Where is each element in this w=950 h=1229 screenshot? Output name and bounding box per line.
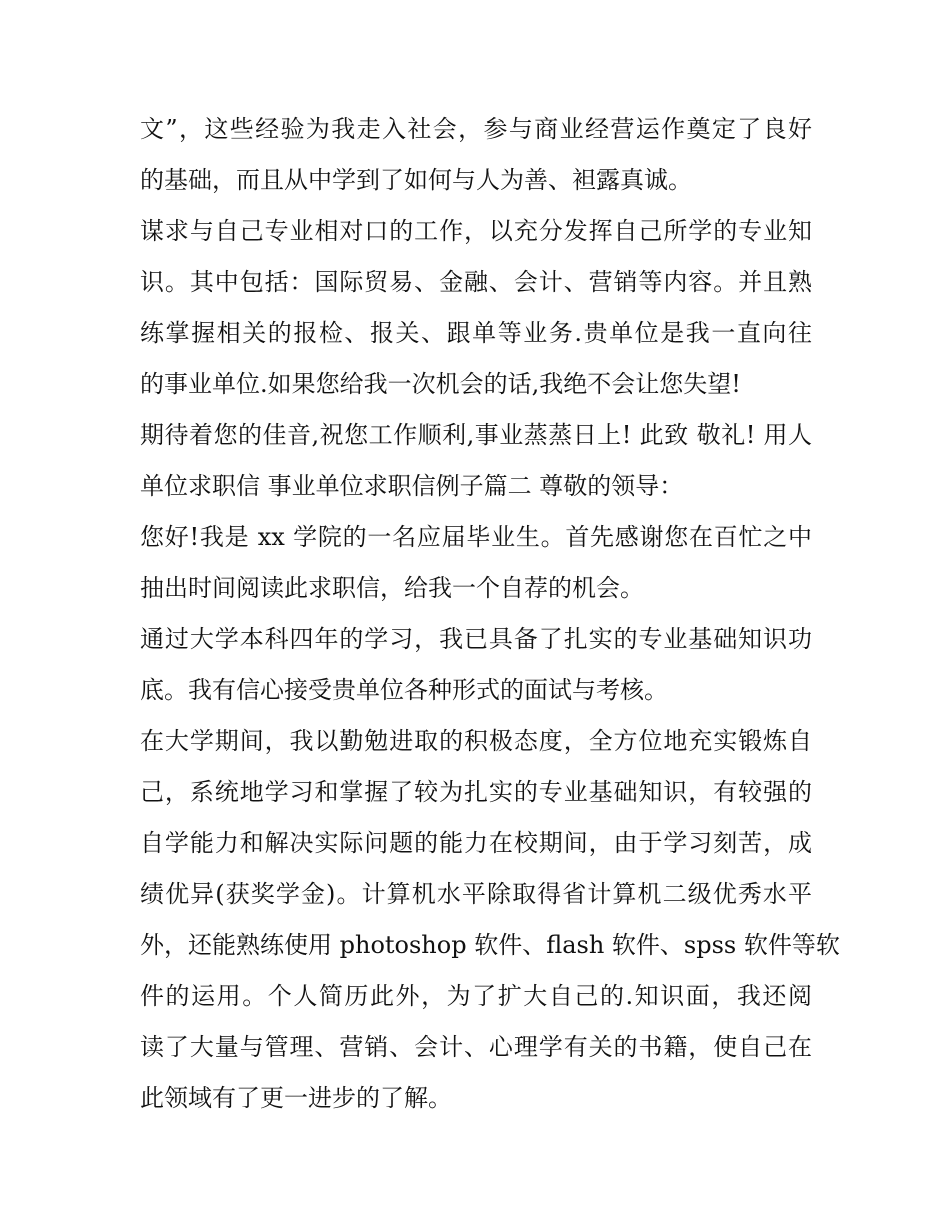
text-line: 期待着您的佳音,祝您工作顺利,事业蒸蒸日上! 此致 敬礼! 用人 — [140, 421, 812, 449]
text-line: 识。其中包括：国际贸易、金融、会计、营销等内容。并且熟 — [140, 268, 812, 296]
text-line: 在大学期间，我以勤勉进取的积极态度，全方位地充实锻炼自 — [140, 727, 812, 755]
text-line: 的基础，而且从中学到了如何与人为善、袒露真诚。 — [140, 166, 692, 194]
text-line: 己，系统地学习和掌握了较为扎实的专业基础知识，有较强的 — [140, 778, 812, 806]
text-line: 文”，这些经验为我走入社会，参与商业经营运作奠定了良好 — [140, 115, 812, 143]
text-line: 此领域有了更一进步的了解。 — [140, 1084, 452, 1112]
text-line: 单位求职信 事业单位求职信例子篇二 尊敬的领导： — [140, 472, 684, 500]
text-line: 练掌握相关的报检、报关、跟单等业务.贵单位是我一直向往 — [140, 319, 812, 347]
text-line: 外，还能熟练使用 photoshop 软件、flash 软件、spss 软件等软 — [140, 931, 840, 959]
text-line: 底。我有信心接受贵单位各种形式的面试与考核。 — [140, 676, 668, 704]
text-line: 的事业单位.如果您给我一次机会的话,我绝不会让您失望! — [140, 370, 741, 398]
text-line: 件的运用。个人简历此外，为了扩大自己的.知识面，我还阅 — [140, 982, 812, 1010]
text-line: 读了大量与管理、营销、会计、心理学有关的书籍，使自己在 — [140, 1033, 812, 1061]
text-line: 自学能力和解决实际问题的能力在校期间，由于学习刻苦，成 — [140, 829, 812, 857]
text-line: 绩优异(获奖学金)。计算机水平除取得省计算机二级优秀水平 — [140, 880, 812, 908]
document-body — [140, 108, 840, 1128]
text-line: 通过大学本科四年的学习，我已具备了扎实的专业基础知识功 — [140, 625, 812, 653]
text-line: 您好!我是 xx 学院的一名应届毕业生。首先感谢您在百忙之中 — [140, 523, 812, 551]
text-line: 抽出时间阅读此求职信，给我一个自荐的机会。 — [140, 574, 644, 602]
text-line: 谋求与自己专业相对口的工作，以充分发挥自己所学的专业知 — [140, 217, 812, 245]
